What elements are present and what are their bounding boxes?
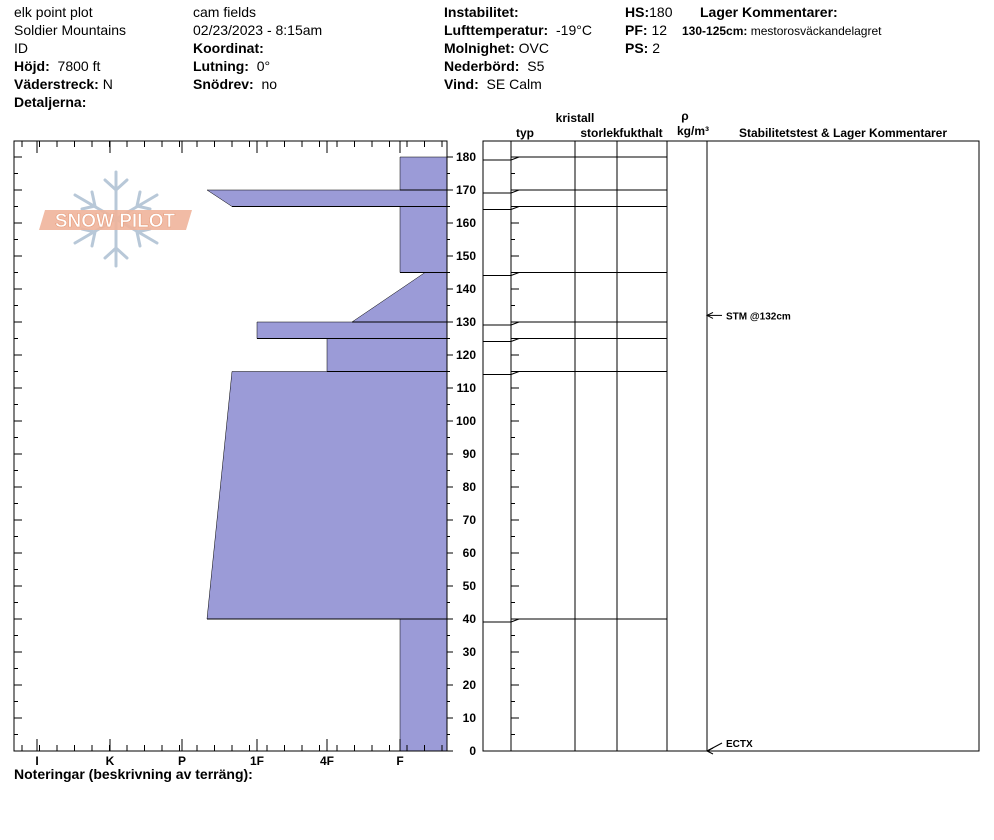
height-tick-label: 10: [462, 711, 476, 725]
height-axis: [447, 150, 476, 758]
column-header-moisture: fukthalt: [619, 126, 663, 140]
column-header-size: storlek: [580, 126, 620, 140]
stability-test-label: STM @132cm: [726, 311, 791, 323]
layer-comment-range: 130-125cm:: [682, 24, 748, 38]
layer-table-columns: [511, 141, 707, 751]
air-temperature-label: Lufttemperatur:: [444, 22, 549, 38]
height-tick-label: 0: [469, 744, 476, 758]
layer-comments-title: Lager Kommentarer:: [700, 4, 838, 20]
height-tick-label: 110: [456, 381, 476, 395]
hardness-tick-label: 1F: [249, 754, 265, 768]
ps-value: 2: [652, 40, 661, 56]
column-header-density: kg/m³: [676, 124, 710, 138]
layer-comment-text: mestorosväckandelagret: [750, 24, 882, 38]
hs-label: HS:: [625, 4, 650, 20]
aspect-value: N: [102, 76, 113, 92]
slope-value: 0°: [256, 58, 271, 74]
hardness-tick-label: P: [177, 754, 187, 768]
height-tick-label: 40: [462, 612, 476, 626]
precipitation-value: S5: [527, 58, 545, 74]
stability-test-annotation: [707, 739, 753, 754]
date-time: 02/23/2023 - 8:15am: [193, 22, 323, 38]
height-tick-label: 90: [462, 447, 476, 461]
column-header-stability: Stabilitetstest & Lager Kommentarer: [738, 126, 948, 140]
hardness-profile-area: [207, 157, 447, 751]
height-tick-label: 130: [455, 315, 476, 329]
stability-test-label: ECTX: [726, 739, 753, 750]
notes-label: Noteringar (beskrivning av terräng):: [14, 766, 253, 782]
pf-value: 12: [651, 22, 668, 38]
ps-label: PS:: [625, 40, 649, 56]
aspect-label: Väderstreck:: [14, 76, 99, 92]
height-tick-label: 170: [455, 183, 476, 197]
sky-cover-value: OVC: [518, 40, 549, 56]
site-name: cam fields: [193, 4, 257, 20]
stability-tests: [707, 311, 791, 754]
left-edge-ticks: [14, 157, 22, 751]
height-tick-label: 60: [462, 546, 476, 560]
stability-test-annotation: [707, 311, 791, 322]
logo-text: SNOW PILOT: [54, 211, 176, 232]
snowpilot-logo: [39, 172, 192, 266]
height-tick-label: 80: [462, 480, 476, 494]
height-tick-label: 70: [462, 513, 476, 527]
column-header-crystal: kristall: [555, 111, 595, 125]
slope-label: Lutning:: [193, 58, 249, 74]
hardness-tick-label: 4F: [319, 754, 335, 768]
wind-value: SE Calm: [486, 76, 542, 92]
wind-label: Vind:: [444, 76, 479, 92]
hardness-tick-label: K: [105, 754, 115, 768]
height-tick-label: 100: [455, 414, 476, 428]
wind-loading-value: no: [261, 76, 278, 92]
hardness-tick-label: I: [35, 754, 39, 768]
elevation-value: 7800 ft: [57, 58, 101, 74]
sky-cover-label: Molnighet:: [444, 40, 515, 56]
hs-value: 180: [649, 4, 673, 20]
details-label: Detaljerna:: [14, 94, 87, 110]
height-tick-label: 20: [462, 678, 476, 692]
height-tick-label: 140: [455, 282, 476, 296]
instability-label: Instabilitet:: [444, 4, 519, 20]
mountain-range: Soldier Mountains: [14, 22, 127, 38]
location-name: elk point plot: [14, 4, 93, 20]
precipitation-label: Nederbörd:: [444, 58, 520, 74]
column-header-rho: ρ: [681, 109, 689, 123]
height-tick-label: 180: [455, 150, 476, 164]
coordinate-label: Koordinat:: [193, 40, 264, 56]
height-tick-label: 150: [455, 249, 476, 263]
state: ID: [14, 40, 28, 56]
height-tick-label: 160: [455, 216, 476, 230]
column-header-type: typ: [516, 126, 534, 140]
height-tick-label: 120: [455, 348, 476, 362]
pf-label: PF:: [625, 22, 648, 38]
height-tick-label: 30: [462, 645, 476, 659]
layer-table-frame: [483, 141, 979, 751]
table-height-ticks: [511, 157, 519, 751]
height-tick-label: 50: [462, 579, 476, 593]
air-temperature-value: -19°C: [556, 22, 592, 38]
elevation-label: Höjd:: [14, 58, 50, 74]
hardness-tick-label: F: [396, 754, 404, 768]
wind-loading-label: Snödrev:: [193, 76, 254, 92]
